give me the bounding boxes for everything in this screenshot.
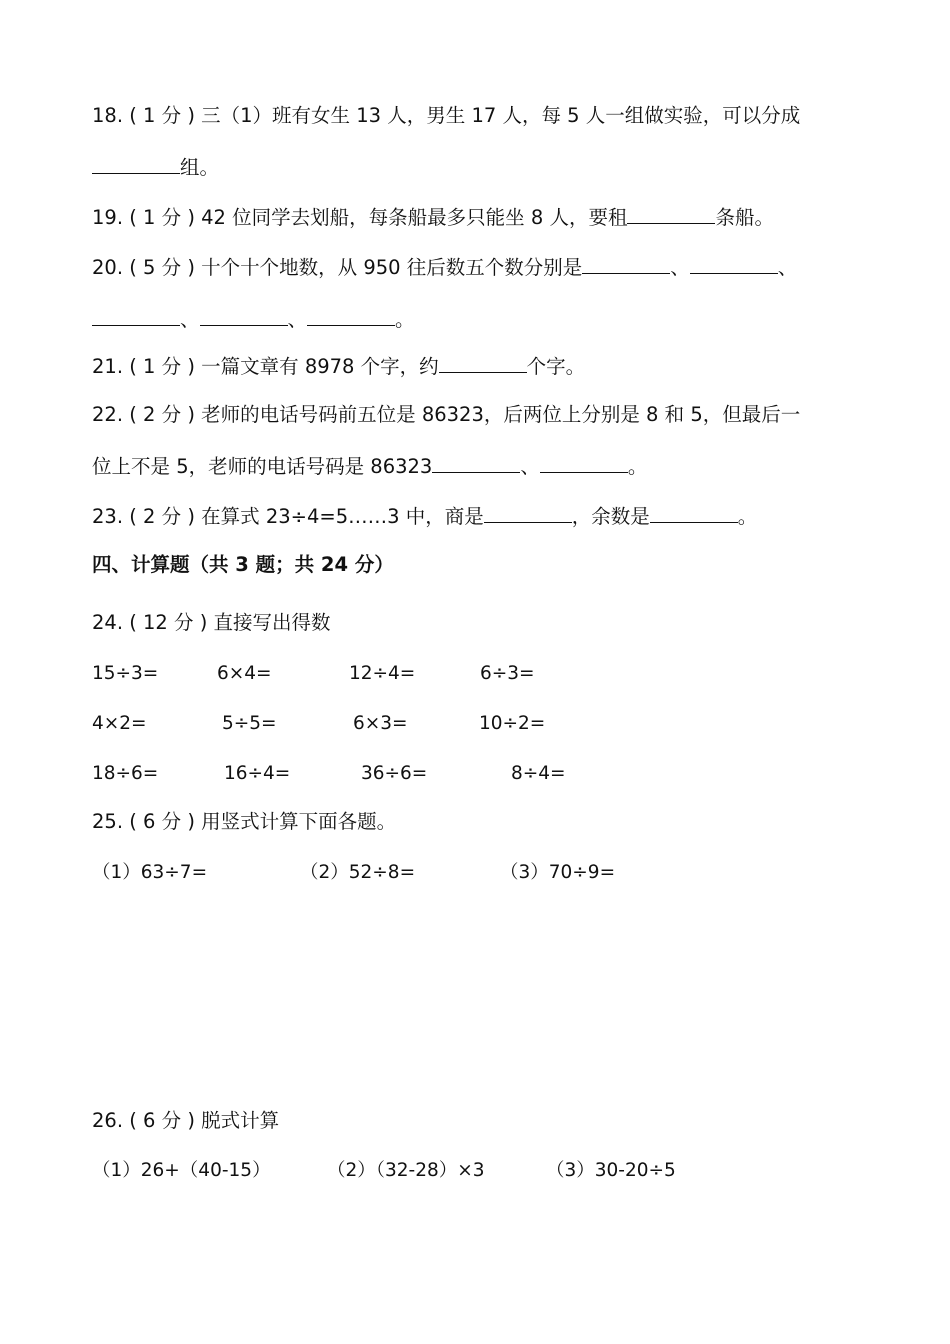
answer-blank[interactable] xyxy=(650,502,738,523)
answer-blank[interactable] xyxy=(582,253,670,274)
question-18-tail: 组。 xyxy=(180,156,220,179)
calc-item: 6÷3= xyxy=(480,663,535,684)
question-22-text-cont: 位上不是 5，老师的电话号码是 86323 xyxy=(92,455,433,478)
separator: 、 xyxy=(287,308,308,331)
vertical-calc-item: （2）52÷8= xyxy=(300,862,416,883)
answer-blank[interactable] xyxy=(627,203,715,224)
calc-item: 6×4= xyxy=(217,663,272,684)
question-23-text: 23. ( 2 分 ) 在算式 23÷4=5……3 中，商是 xyxy=(92,505,484,528)
question-19 xyxy=(92,203,774,231)
stepwise-calc-item: （1）26+（40-15） xyxy=(92,1160,271,1181)
separator: 、 xyxy=(670,256,690,279)
answer-blank[interactable] xyxy=(307,305,395,326)
question-21 xyxy=(92,352,585,380)
calc-item: 4×2= xyxy=(92,713,147,734)
calc-item: 8÷4= xyxy=(511,763,566,784)
question-18-line1 xyxy=(92,103,800,129)
calc-item: 36÷6= xyxy=(361,763,428,784)
question-19-text: 19. ( 1 分 ) 42 位同学去划船，每条船最多只能坐 8 人，要租 xyxy=(92,206,628,229)
question-22-line2 xyxy=(92,452,647,480)
answer-blank[interactable] xyxy=(200,305,288,326)
question-21-tail: 个字。 xyxy=(526,355,586,378)
question-20-text: 20. ( 5 分 ) 十个十个地数，从 950 往后数五个数分别是 xyxy=(92,256,583,279)
stepwise-calc-item: （3）30-20÷5 xyxy=(546,1160,676,1181)
calc-item: 5÷5= xyxy=(222,713,277,734)
answer-blank[interactable] xyxy=(439,352,527,373)
question-19-tail: 条船。 xyxy=(715,206,774,229)
question-20-line2 xyxy=(92,305,415,333)
period: 。 xyxy=(395,308,415,331)
question-18-text: 18. ( 1 分 ) 三（1）班有女生 13 人，男生 17 人，每 5 人一组做实验，可以分成 xyxy=(92,104,801,127)
calc-item: 6×3= xyxy=(353,713,408,734)
separator: 、 xyxy=(180,308,200,331)
answer-blank[interactable] xyxy=(484,502,572,523)
answer-blank[interactable] xyxy=(92,305,180,326)
vertical-calc-item: （1）63÷7= xyxy=(92,862,208,883)
period: 。 xyxy=(627,455,648,478)
answer-blank[interactable] xyxy=(432,452,520,473)
answer-blank[interactable] xyxy=(540,452,628,473)
separator: 、 xyxy=(520,455,540,478)
question-20-line1 xyxy=(92,253,797,281)
question-23-mid: ，余数是 xyxy=(571,505,650,528)
question-22-text: 22. ( 2 分 ) 老师的电话号码前五位是 86323，后两位上分别是 8 和 5，但最后一 xyxy=(92,403,801,426)
period: 。 xyxy=(737,505,758,528)
answer-blank[interactable] xyxy=(92,153,180,174)
question-25-title: 25. ( 6 分 ) 用竖式计算下面各题。 xyxy=(92,810,397,833)
question-22-line1 xyxy=(92,402,800,428)
calc-item: 18÷6= xyxy=(92,763,159,784)
vertical-calc-item: （3）70÷9= xyxy=(500,862,616,883)
section-heading: 四、计算题（共 3 题；共 24 分） xyxy=(92,553,394,576)
question-23 xyxy=(92,502,757,530)
calc-item: 12÷4= xyxy=(349,663,416,684)
calc-item: 10÷2= xyxy=(479,713,546,734)
answer-blank[interactable] xyxy=(690,253,778,274)
question-24-title: 24. ( 12 分 ) 直接写出得数 xyxy=(92,611,331,634)
separator: 、 xyxy=(777,256,798,279)
calc-item: 16÷4= xyxy=(224,763,291,784)
question-26-title: 26. ( 6 分 ) 脱式计算 xyxy=(92,1109,280,1132)
calc-item: 15÷3= xyxy=(92,663,159,684)
question-21-text: 21. ( 1 分 ) 一篇文章有 8978 个字，约 xyxy=(92,355,439,378)
stepwise-calc-item: （2）（32-28）×3 xyxy=(327,1160,485,1181)
question-18-line2 xyxy=(92,153,219,181)
